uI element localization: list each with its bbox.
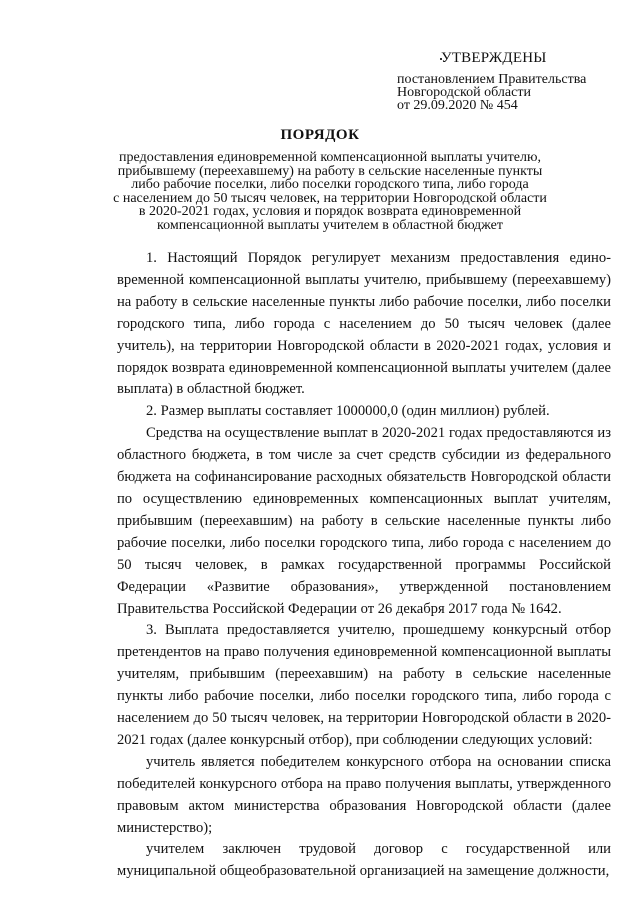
approval-block <box>397 52 622 112</box>
document-subtitle <box>100 151 560 233</box>
paragraph-1: 1. Настоящий Порядок регулирует механизм предоставления едино-временной компенсационной выплаты учителю, прибывшему (переехавшему) на работу в сельские населенные пункты либо рабочие поселки, либо поселки городского типа, либо города с населением до 50 тысяч человек (далее учитель), на территории Новгородской области в 2020-2021 годах, условия и порядок возврата единовременной компенсационной выплаты учителем (далее выплата) в областной бюджет. <box>117 250 611 398</box>
approval-title: УТВЕРЖДЕНЫ <box>441 50 547 66</box>
paragraph-3: 3. Выплата предоставляется учителю, прошедшему конкурсный отбор претендентов на право получения единовременной компенсационной выплаты учителям, прибывшим (переехавшим) на работу в сельские населенные пункты либо рабочие поселки, либо поселки городского типа, либо города с населением до 50 тысяч человек, на территории Новгородской области в 2020-2021 годах (далее конкурсный отбор), при соблюдении следующих условий: <box>117 622 611 748</box>
subtitle-line: предоставления единовременной компенсационной выплаты учителю, <box>119 150 541 165</box>
subtitle-line: с населением до 50 тысяч человек, на территории Новгородской области <box>113 190 547 206</box>
approval-line-1: постановлением Правительства <box>397 72 587 87</box>
subtitle-line: в 2020-2021 годах, условия и порядок возврата единовременной <box>138 204 522 220</box>
condition-contract: учителем заключен трудовой договор с государственной или муниципальной общеобразовательной организацией на замещение должности, <box>117 841 611 880</box>
document-body <box>117 248 611 883</box>
approval-line-3: от 29.09.2020 № 454 <box>397 98 518 113</box>
subtitle-line: либо рабочие поселки, либо поселки городского типа, либо города <box>131 177 529 193</box>
subtitle-line: компенсационной выплаты учителем в областной бюджет <box>157 217 503 233</box>
document-title: ПОРЯДОК <box>280 127 360 143</box>
condition-winner: учитель является победителем конкурсного отбора на основании списка победителей конкурсного отбора на право получения выплаты, утвержденного правовым актом министерства образования Новгородской области (далее министерство); <box>117 753 611 836</box>
paragraph-2: 2. Размер выплаты составляет 1000000,0 (один миллион) рублей. <box>146 403 550 420</box>
paragraph-funding: Средства на осуществление выплат в 2020-2021 годах предоставляются из областного бюджета, в том числе за счет средств субсидии из федерального бюджета на софинансирование расходных обязательств Новгородской области по осуществлению единовременных компенсационных выплат учителям, прибывшим (переехавшим) на работу в сельские населенные пункты либо рабочие поселки, либо поселки городского типа, либо города с населением до 50 тысяч человек, в рамках государственной программы Российской Федерации «Развитие образования», утвержденной постановлением Правительства Российской Федерации от 26 декабря 2017 года № 1642. <box>117 425 611 617</box>
subtitle-line: прибывшему (переехавшему) на работу в сельские населенные пункты <box>117 163 543 179</box>
approval-line-2: Новгородской области <box>397 85 531 100</box>
